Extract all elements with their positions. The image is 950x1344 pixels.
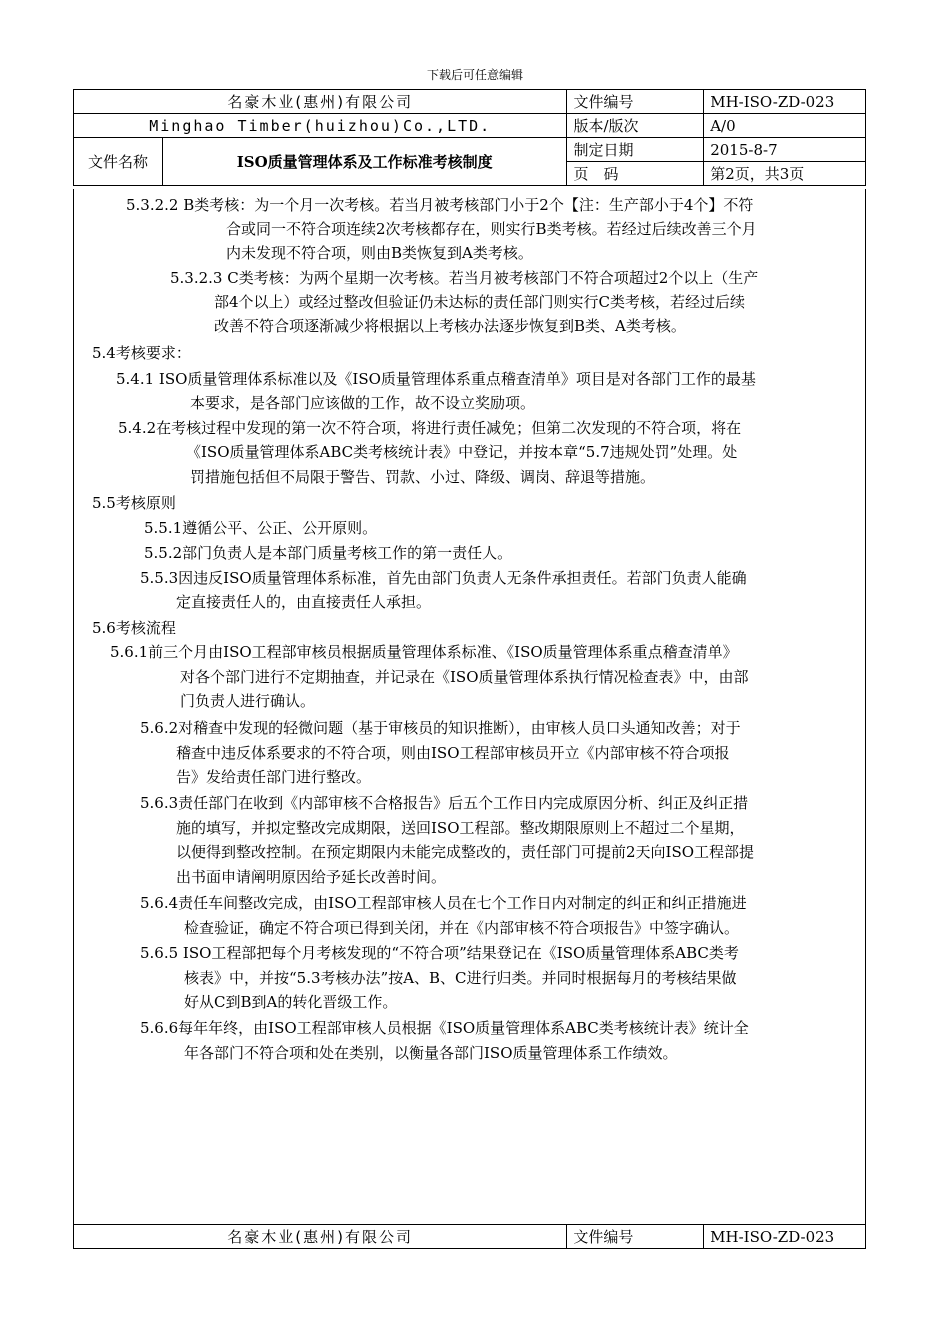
field-value-date: 2015-8-7 (704, 138, 866, 162)
body-line: 内未发现不符合项，则由B类恢复到A类考核。 (226, 244, 533, 262)
body-line: 5.3.2.2 B类考核：为一个月一次考核。若当月被考核部门小于2个【注：生产部小于4个】不符 (126, 196, 754, 214)
document-title: ISO质量管理体系及工作标准考核制度 (162, 138, 567, 186)
page-top-note: 下载后可任意编辑 (426, 68, 523, 82)
body-line: 核表》中，并按“5.3考核办法”按A、B、C进行归类。并同时根据每月的考核结果做 (184, 969, 737, 987)
body-line: 5.6.1前三个月由ISO工程部审核员根据质量管理体系标准、《ISO质量管理体系重点稽查清单》 (110, 643, 738, 661)
doc-name-label: 文件名称 (74, 138, 163, 186)
body-line: 施的填写，并拟定整改完成期限，送回ISO工程部。整改期限原则上不超过二个星期， (176, 819, 745, 837)
body-line: 出书面申请阐明原因给予延长改善时间。 (176, 868, 447, 886)
body-line: 稽查中违反体系要求的不符合项，则由ISO工程部审核员开立《内部审核不符合项报 (176, 744, 730, 762)
body-line: 改善不符合项逐渐减少将根据以上考核办法逐步恢复到B类、A类考核。 (214, 317, 686, 335)
section-heading: 5.6考核流程 (92, 619, 176, 637)
body-line: 5.3.2.3 C类考核：为两个星期一次考核。若当月被考核部门不符合项超过2个以上（生产 (170, 269, 759, 287)
body-line: 5.6.4责任车间整改完成，由ISO工程部审核人员在七个工作日内对制定的纠正和纠正措施进 (140, 894, 747, 912)
body-line: 5.5.2部门负责人是本部门质量考核工作的第一责任人。 (144, 544, 513, 562)
body-line: 5.6.5 ISO工程部把每个月考核发现的“不符合项”结果登记在《ISO质量管理体系ABC类考 (140, 944, 739, 962)
body-line: 合或同一不符合项连续2次考核都存在，则实行B类考核。若经过后续改善三个月 (226, 220, 757, 238)
body-line: 对各个部门进行不定期抽查，并记录在《ISO质量管理体系执行情况检查表》中，由部 (180, 668, 749, 686)
company-name-cn: 名豪木业(惠州)有限公司 (74, 90, 567, 114)
section-heading: 5.4考核要求： (92, 344, 191, 362)
body-line: 本要求，是各部门应该做的工作，故不设立奖励项。 (190, 394, 536, 412)
company-name-en: Minghao Timber(huizhou)Co.,LTD. (74, 114, 567, 138)
body-line: 门负责人进行确认。 (180, 692, 316, 710)
body-line: 《ISO质量管理体系ABC类考核统计表》中登记，并按本章“5.7违规处罚”处理。处 (186, 443, 738, 461)
field-value-page: 第2页，共3页 (704, 162, 866, 186)
field-label-date: 制定日期 (567, 138, 704, 162)
document-footer-table (73, 1224, 866, 1249)
body-line: 5.6.2对稽查中发现的轻微问题（基于审核员的知识推断），由审核人员口头通知改善；对于 (140, 719, 741, 737)
body-line: 5.4.1 ISO质量管理体系标准以及《ISO质量管理体系重点稽查清单》项目是对各部门工作的最基 (116, 370, 756, 388)
section-heading: 5.5考核原则 (92, 494, 176, 512)
body-line: 告》发给责任部门进行整改。 (176, 768, 372, 786)
body-line: 5.4.2在考核过程中发现的第一次不符合项，将进行责任减免；但第二次发现的不符合项，将在 (118, 419, 742, 437)
body-line: 5.6.6每年年终，由ISO工程部审核人员根据《ISO质量管理体系ABC类考核统计表》统计全 (140, 1019, 749, 1037)
footer-field-value: MH-ISO-ZD-023 (704, 1225, 866, 1249)
body-line: 罚措施包括但不局限于警告、罚款、小过、降级、调岗、辞退等措施。 (190, 468, 656, 486)
document-header-table (73, 89, 866, 186)
body-line: 5.5.3因违反ISO质量管理体系标准，首先由部门负责人无条件承担责任。若部门负责人能确 (140, 569, 747, 587)
body-line: 部4个以上）或经过整改但验证仍未达标的责任部门则实行C类考核，若经过后续 (214, 293, 746, 311)
footer-field-label: 文件编号 (567, 1225, 704, 1249)
body-line: 5.6.3责任部门在收到《内部审核不合格报告》后五个工作日内完成原因分析、纠正及纠正措 (140, 794, 749, 812)
footer-company-name: 名豪木业(惠州)有限公司 (74, 1225, 567, 1249)
body-line: 年各部门不符合项和处在类别，以衡量各部门ISO质量管理体系工作绩效。 (184, 1044, 678, 1062)
field-label-doc-no: 文件编号 (567, 90, 704, 114)
body-line: 定直接责任人的，由直接责任人承担。 (176, 593, 432, 611)
field-label-version: 版本/版次 (567, 114, 704, 138)
body-line: 5.5.1遵循公平、公正、公开原则。 (144, 519, 378, 537)
field-value-doc-no: MH-ISO-ZD-023 (704, 90, 866, 114)
body-line: 好从C到B到A的转化晋级工作。 (184, 993, 398, 1011)
body-line: 以便得到整改控制。在预定期限内未能完成整改的，责任部门可提前2天向ISO工程部提 (176, 843, 755, 861)
document-body (73, 189, 866, 1224)
field-label-page: 页 码 (567, 162, 704, 186)
body-line: 检查验证，确定不符合项已得到关闭，并在《内部审核不符合项报告》中签字确认。 (184, 919, 740, 937)
field-value-version: A/0 (704, 114, 866, 138)
